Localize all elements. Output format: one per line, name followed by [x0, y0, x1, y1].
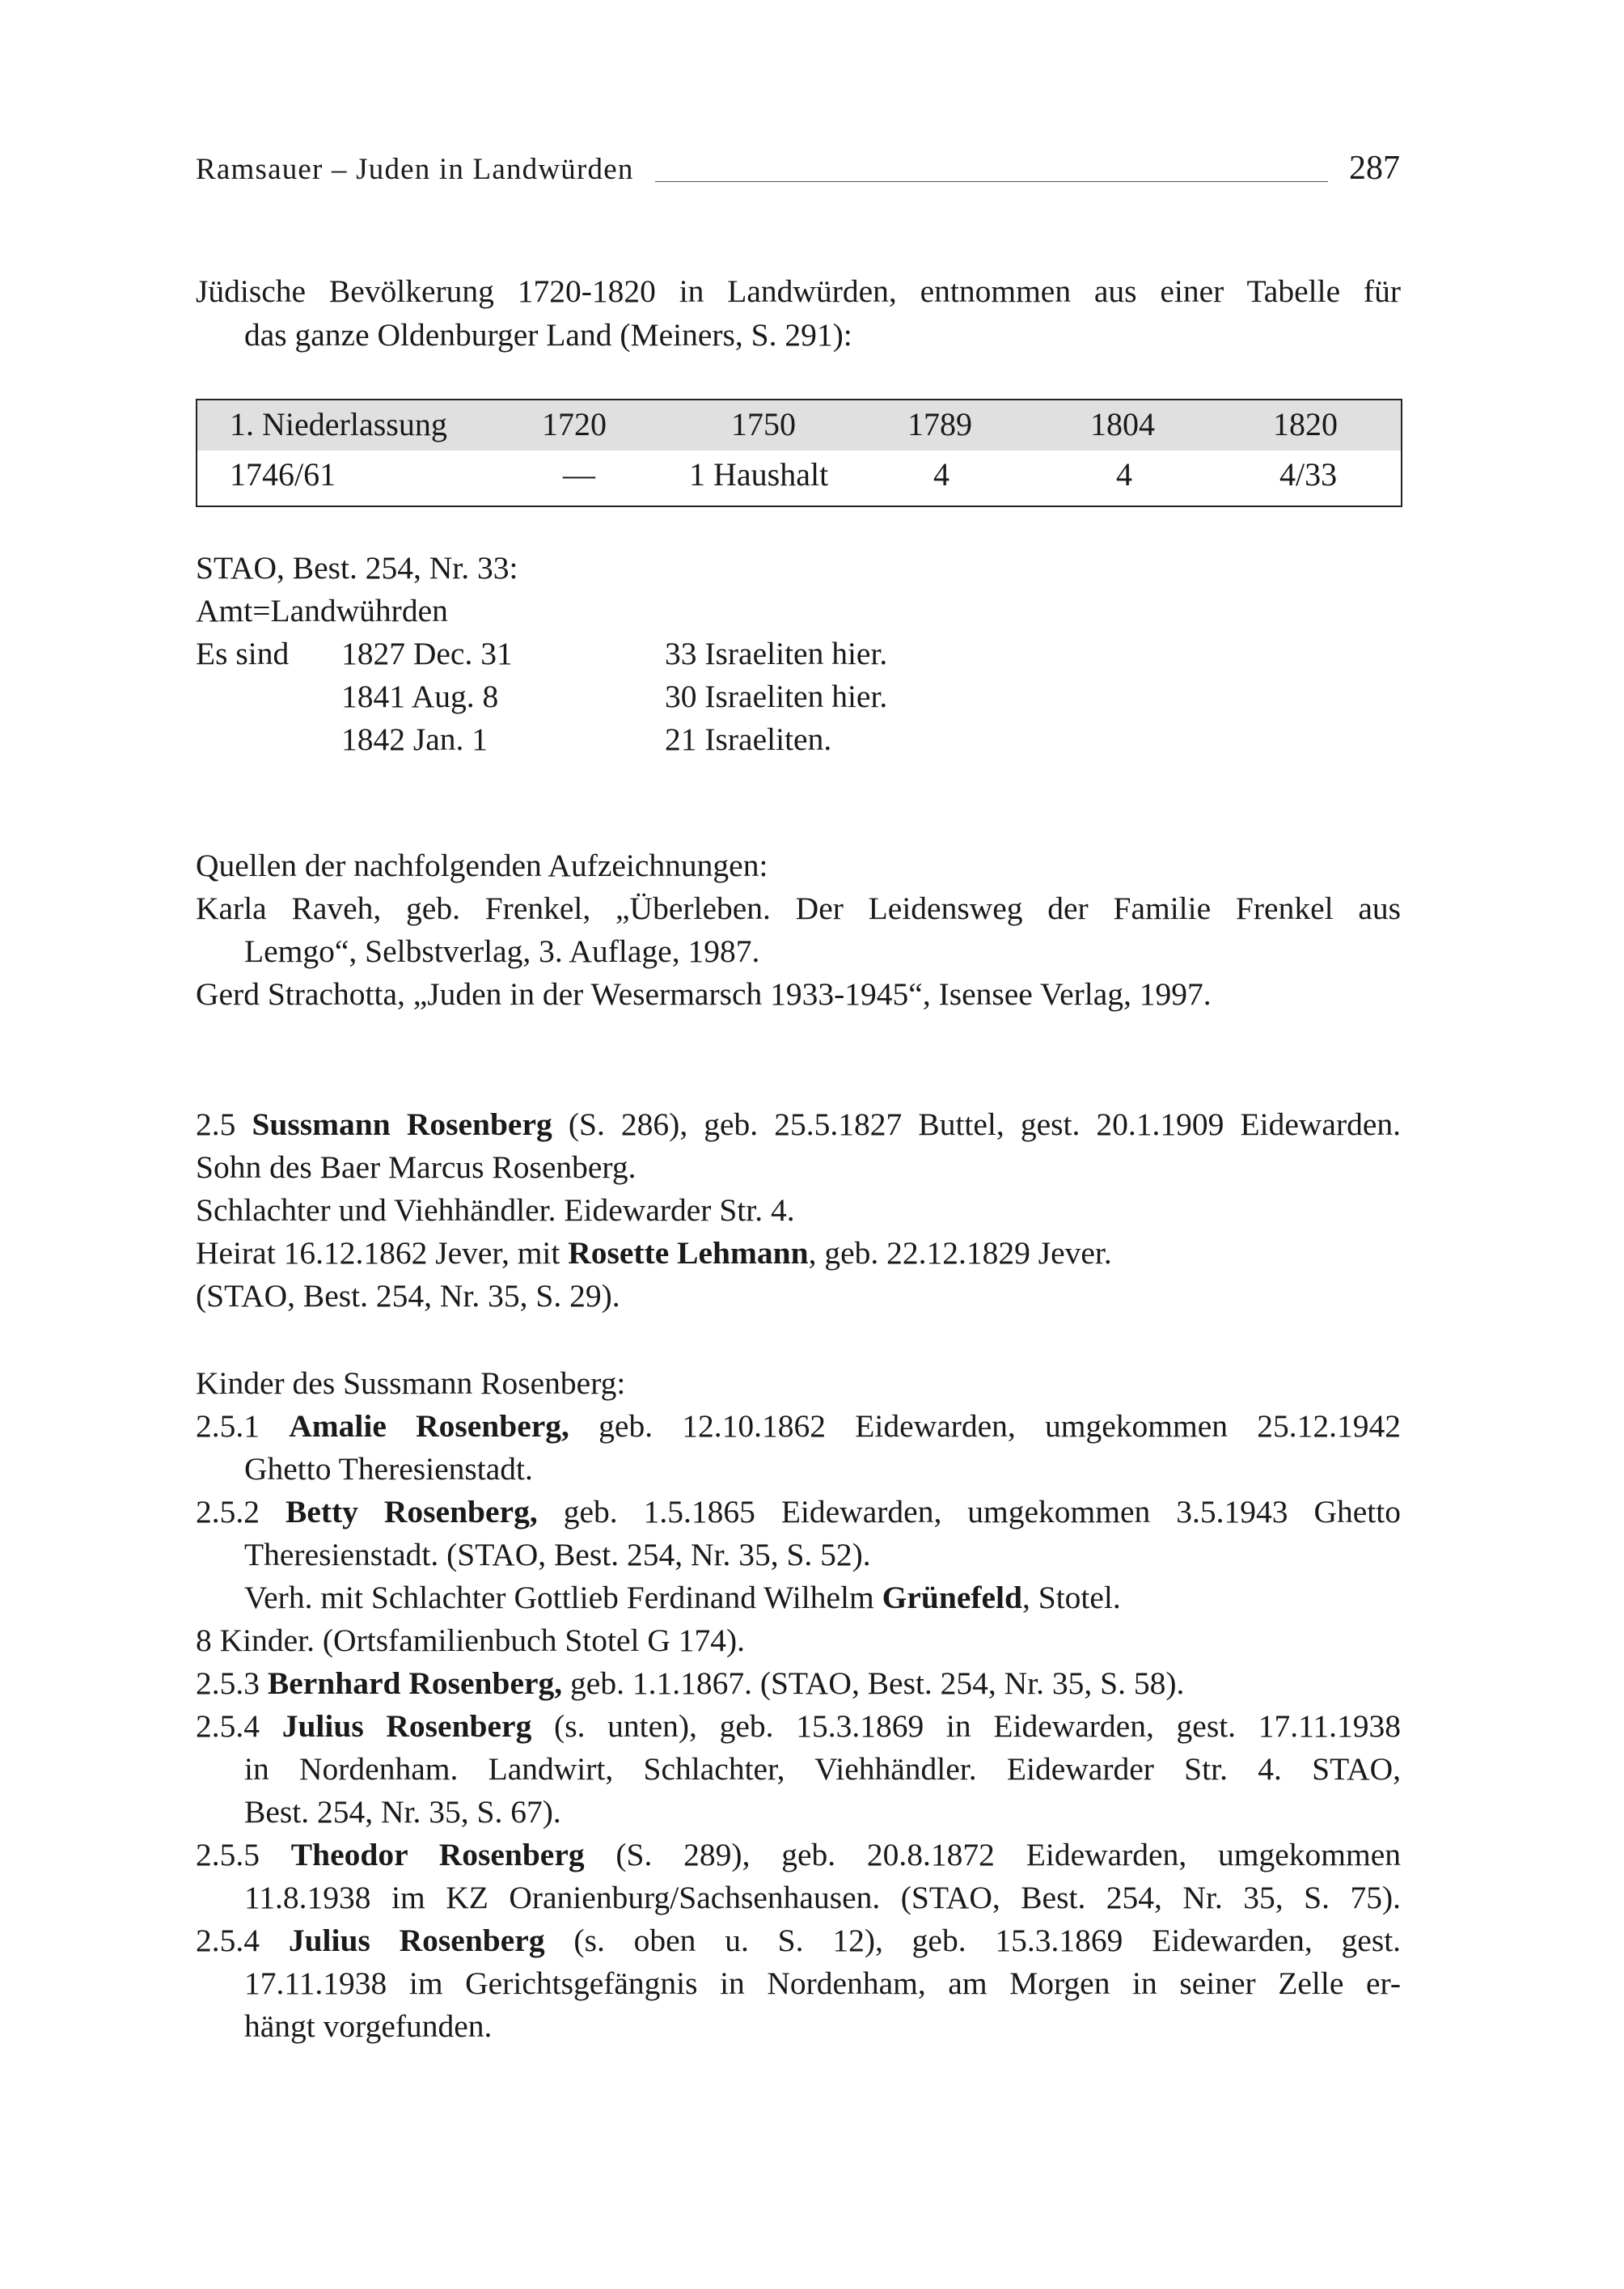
intro-line-1: Jüdische Bevölkerung 1720-1820 in Landwürden, entnommen aus einer Tabelle für: [196, 273, 1401, 309]
entry-text: Heirat 16.12.1862 Jever, mit: [196, 1235, 560, 1271]
julius-1-line-3: Best. 254, Nr. 35, S. 67).: [244, 1794, 561, 1830]
table-cell: 1746/61: [230, 456, 336, 493]
entry-text: Verh. mit Schlachter Gottlieb Ferdinand Wilhelm: [244, 1580, 874, 1615]
theodor-line-1: [196, 1834, 1401, 1876]
person-name: Amalie Rosenberg,: [289, 1408, 569, 1444]
person-name: Bernhard Rosenberg,: [267, 1665, 563, 1701]
julius-2-line-2: 17.11.1938 im Gerichtsgefängnis in Nordenham, am Morgen in seiner Zelle er-: [244, 1965, 1401, 2001]
archive-count: 21 Israeliten.: [665, 721, 832, 757]
intro-line-2: das ganze Oldenburger Land (Meiners, S. 291):: [244, 317, 852, 353]
running-title: Ramsauer – Juden in Landwürden: [196, 153, 634, 186]
person-name: Theodor Rosenberg: [290, 1837, 585, 1872]
table-cell: 4/33: [1279, 456, 1338, 493]
children-heading: Kinder des Sussmann Rosenberg:: [196, 1365, 626, 1401]
table-header-cell: 1820: [1273, 406, 1338, 442]
entry-text: geb. 1.1.1867. (STAO, Best. 254, Nr. 35, S. 58).: [570, 1665, 1185, 1701]
archive-count: 30 Israeliten hier.: [665, 679, 888, 714]
julius-2-line-1: [196, 1919, 1401, 1961]
sussmann-line-1: [196, 1103, 1401, 1145]
person-name: Grünefeld: [882, 1580, 1022, 1615]
entry-number: 2.5.4: [196, 1923, 260, 1958]
amalie-line-2: Ghetto Theresienstadt.: [244, 1451, 533, 1487]
source-2: Gerd Strachotta, „Juden in der Wesermarsch 1933-1945“, Isensee Verlag, 1997.: [196, 976, 1212, 1012]
table-header-cell: 1789: [907, 406, 972, 442]
person-name: Sussmann Rosenberg: [252, 1106, 552, 1142]
julius-2-line-3: hängt vorgefunden.: [244, 2008, 493, 2044]
archive-prefix: Es sind: [196, 636, 290, 671]
table-header-cell: 1720: [542, 406, 607, 442]
table-header-cell: 1804: [1090, 406, 1155, 442]
table-cell: 1 Haushalt: [689, 456, 829, 493]
person-name: Julius Rosenberg: [288, 1923, 545, 1958]
archive-line-1: STAO, Best. 254, Nr. 33:: [196, 550, 518, 586]
theodor-line-2: 11.8.1938 im KZ Oranienburg/Sachsenhausen. (STAO, Best. 254, Nr. 35, S. 75).: [244, 1880, 1401, 1915]
table-header-row: [197, 400, 1401, 451]
betty-line-3: [244, 1576, 1121, 1618]
entry-number: 2.5.5: [196, 1837, 260, 1872]
julius-1-line-1: [196, 1705, 1401, 1747]
entry-text: geb. 12.10.1862 Eidewarden, umgekommen 25.12.1942: [598, 1408, 1401, 1444]
archive-date: 1827 Dec. 31: [341, 636, 513, 671]
sources-heading: Quellen der nachfolgenden Aufzeichnungen:: [196, 848, 768, 883]
sussmann-line-4: [196, 1232, 1112, 1274]
table-header-cell: 1. Niederlassung: [230, 406, 447, 442]
entry-number: 2.5: [196, 1106, 236, 1142]
betty-line-4: 8 Kinder. (Ortsfamilienbuch Stotel G 174).: [196, 1623, 746, 1658]
archive-count: 33 Israeliten hier.: [665, 636, 888, 671]
table-cell: —: [563, 456, 595, 493]
amalie-line-1: [196, 1405, 1401, 1447]
sussmann-line-5: (STAO, Best. 254, Nr. 35, S. 29).: [196, 1278, 620, 1314]
source-1-line-2: Lemgo“, Selbstverlag, 3. Auflage, 1987.: [244, 933, 760, 969]
archive-line-2: Amt=Landwührden: [196, 593, 448, 628]
table-header-cell: 1750: [731, 406, 796, 442]
table-cell: 4: [933, 456, 949, 493]
entry-text: (S. 286), geb. 25.5.1827 Buttel, gest. 20.1.1909 Eidewarden.: [568, 1106, 1402, 1142]
entry-text: , Stotel.: [1021, 1580, 1121, 1615]
page-number: 287: [1349, 150, 1400, 187]
sussmann-line-2: Sohn des Baer Marcus Rosenberg.: [196, 1149, 636, 1185]
source-1-line-1: Karla Raveh, geb. Frenkel, „Überleben. Der Leidensweg der Familie Frenkel aus: [196, 891, 1401, 926]
header-rule: [655, 181, 1328, 182]
sussmann-line-3: Schlachter und Viehhändler. Eidewarder Str. 4.: [196, 1192, 795, 1228]
julius-1-line-2: in Nordenham. Landwirt, Schlachter, Viehhändler. Eidewarder Str. 4. STAO,: [244, 1751, 1401, 1787]
entry-number: 2.5.4: [196, 1708, 260, 1744]
bernhard-line-1: [196, 1662, 1184, 1704]
entry-text: geb. 1.5.1865 Eidewarden, umgekommen 3.5.1943 Ghetto: [563, 1494, 1402, 1530]
person-name: Rosette Lehmann: [568, 1235, 809, 1271]
archive-date: 1842 Jan. 1: [341, 721, 488, 757]
entry-number: 2.5.2: [196, 1494, 260, 1530]
betty-line-2: Theresienstadt. (STAO, Best. 254, Nr. 35, S. 52).: [244, 1537, 871, 1572]
entry-number: 2.5.1: [196, 1408, 260, 1444]
entry-number: 2.5.3: [196, 1665, 260, 1701]
betty-line-1: [196, 1491, 1401, 1533]
entry-text: (S. 289), geb. 20.8.1872 Eidewarden, umgekommen: [615, 1837, 1401, 1872]
entry-text: (s. oben u. S. 12), geb. 15.3.1869 Eidewarden, gest.: [573, 1923, 1402, 1958]
entry-text: , geb. 22.12.1829 Jever.: [808, 1235, 1112, 1271]
table-cell: 4: [1116, 456, 1132, 493]
population-table: [196, 399, 1402, 507]
person-name: Betty Rosenberg,: [285, 1494, 538, 1530]
entry-text: (s. unten), geb. 15.3.1869 in Eidewarden, gest. 17.11.1938: [554, 1708, 1402, 1744]
person-name: Julius Rosenberg: [281, 1708, 532, 1744]
archive-date: 1841 Aug. 8: [341, 679, 499, 714]
